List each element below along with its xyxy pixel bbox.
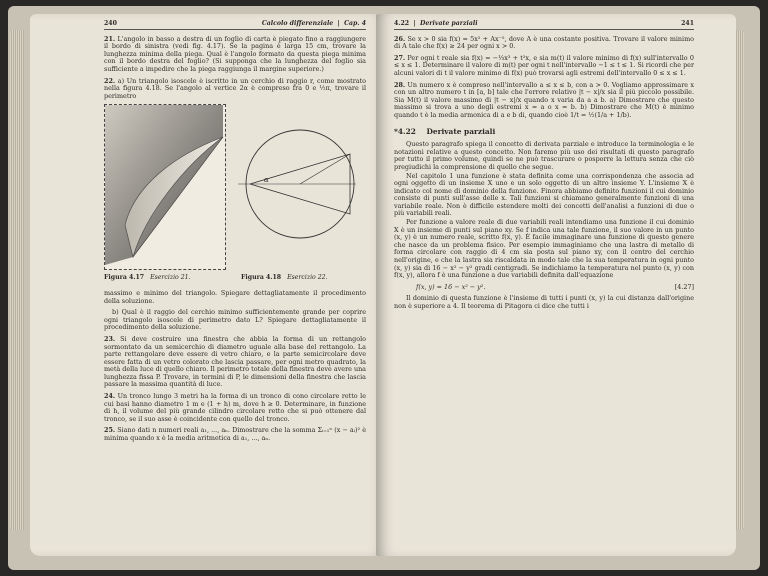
left-running-title: Calcolo differenziale bbox=[261, 20, 334, 27]
paragraph-1: Questo paragrafo spiega il concetto di derivata parziale e introduce la terminologia e le notazioni relative a questo concetto. Non faremo più uso dei risultati di questo paragrafo per tutto il primo volume, quindi se ne può trascurare o posporre la lettura senza che ciò pregiudichi la comprensione di quello che segue. bbox=[394, 140, 694, 171]
paragraph-2: Nel capitolo 1 una funzione è stata definita come una corrispondenza che associa ad ogni oggetto di un insieme X uno e un solo oggetto di un altro insieme Y. L'insieme X è indicato col nome di dominio della funzione. Finora abbiamo definito funzioni il cui dominio consiste di punti sull'asse delle x. Tali funzioni si chiamano generalmente funzioni di una variabile reale. Non è difficile estendere molti dei concetti dell'analisi a funzioni di due o più variabili reali. bbox=[394, 171, 694, 218]
left-page-number: 240 bbox=[104, 20, 117, 27]
paragraph-4: Il dominio di questa funzione è l'insieme di tutti i punti (x, y) la cui distanza dall'origine non è superiore a 4. Il teorema di Pitagora ci dice che tutti i bbox=[394, 294, 694, 310]
exercise-26: 26. Se x > 0 sia f(x) = 5x² + Ax⁻⁵, dove A è una costante positiva. Trovare il valore minimo di A tale che f(x) ≥ 24 per ogni x > 0. bbox=[394, 34, 694, 51]
page-edges-left bbox=[10, 30, 24, 530]
left-chapter: Cap. 4 bbox=[344, 20, 366, 27]
section-number: *4.22 bbox=[394, 126, 416, 136]
folded-page-drawing bbox=[105, 105, 225, 269]
exercise-22a-continued: massimo e minimo del triangolo. Spiegare dettagliatamente il procedimento della soluzione. bbox=[104, 288, 366, 305]
left-page bbox=[30, 14, 386, 556]
inscribed-triangle-drawing bbox=[238, 104, 358, 264]
exercise-22b: b) Qual è il raggio del cerchio minimo sufficientemente grande per coprire ogni triangolo isoscele di perimetro dato L? Spiegare dettagliatamente il procedimento della soluzione. bbox=[104, 308, 366, 332]
paragraph-3: Per funzione a valore reale di due variabili reali intendiamo una funzione il cui dominio X è un insieme di punti sul piano xy. Se f indica una tale funzione, il suo valore in un punto (x, y) è un numero reale, scritto f(x, y). È facile immaginare una funzione di questo genere che nasce da un problema fisico. Per esempio immaginiamo che una lastra di metallo di forma circolare con raggio di 4 cm sia posta sul piano xy, con il centro del cerchio nell'origine, e che la lastra sia riscaldata in modo tale che la sua temperatura in ogni punto (x, y) sia di 16 − x² − y² gradi centigradi. Se indichiamo la temperatura nel punto (x, y) con f(x, y), allora f è una funzione a due variabili definita dall'equazione bbox=[394, 218, 694, 280]
alpha-label: α bbox=[264, 176, 269, 185]
equation-text: f(x, y) = 16 − x² − y². bbox=[416, 282, 486, 291]
exercise-21: 21. L'angolo in basso a destra di un foglio di carta è piegato fino a raggiungere il bordo di sinistra (vedi fig. 4.17). Se la pagina è larga 15 cm, trovare la lunghezza minima della piega. Qual è l'angolo formato da questa piega minima con il bordo destra del foglio? (Si supponga che la lunghezza del foglio sia sufficiente a impedire che la piega raggiunga il margine superiore.) bbox=[104, 34, 366, 73]
exercise-28: 28. Un numero x è compreso nell'intervallo a ≤ x ≤ b, con a > 0. Vogliamo approssimare x con un altro numero t in [a, b] tale che l'errore relativo |t − x|/x sia il più piccolo possibile. Sia M(t) il valore massimo di |t − x|/x quando x varia da a a b. a) Dimostrare che questo massimo si trova a uno degli estremi x = a o x = b. b) Dimostrare che M(t) è minimo quando t è la media armonica di a e b di, quando cioè 1/t = ½(1/a + 1/b). bbox=[394, 80, 694, 119]
right-page-number: 241 bbox=[681, 20, 694, 27]
exercise-23: 23. Si deve costruire una finestra che abbia la forma di un rettangolo sormontato da un semicerchio di diametro uguale alla base del rettangolo. La parte rettangolare deve essere di vetro chiaro, e la parte semicircolare deve essere fatta di un vetro colorato che lascia passare, per ogni metro quadrato, la metà della luce di quello chiaro. Il perimetro totale della finestra deve avere una lunghezza fissa P. Trovare, in termini di P, le dimensioni della finestra che lascia passare la massima quantità di luce. bbox=[104, 334, 366, 389]
right-section-ref: 4.22 bbox=[394, 20, 410, 27]
exercise-25: 25. Siano dati n numeri reali a₁, ..., aₙ. Dimostrare che la somma Σᵢ₌₁ⁿ (x − aᵢ)² è minima quando x è la media aritmetica di a₁, ..., aₙ. bbox=[104, 426, 366, 443]
figure-4-17 bbox=[104, 104, 226, 270]
figures-row bbox=[104, 104, 366, 270]
right-running-head: 4.22 | Derivate parziali 241 bbox=[394, 20, 694, 30]
fig17-caption: Figura 4.17 Esercizio 21. bbox=[104, 274, 191, 282]
right-page-content bbox=[394, 20, 694, 312]
left-running-head: 240 Calcolo differenziale | Cap. 4 bbox=[104, 20, 366, 30]
exercise-27: 27. Per ogni t reale sia f(x) = −⅓x³ + t²x, e sia m(t) il valore minimo di f(x) sull'intervallo 0 ≤ x ≤ 1. Determinare il valore di m(t) per ogni t nell'intervallo −1 ≤ t ≤ 1. Si ricordi che per alcuni valori di t il valore minimo di f(x) può trovarsi agli estremi dell'intervallo 0 ≤ x ≤ 1. bbox=[394, 53, 694, 77]
figure-captions bbox=[104, 274, 366, 282]
right-running-title: Derivate parziali bbox=[419, 20, 478, 27]
exercise-24: 24. Un tronco lungo 3 metri ha la forma di un tronco di cono circolare retto le cui basi hanno diametro 1 m e (1 + h) m, dove h ≥ 0. Determinare, in funzione di h, il volume del più grande cilindro circolare retto che si può ottenere dal tronco, se il suo asse è coincidente con quello del tronco. bbox=[104, 392, 366, 423]
left-page-content bbox=[104, 20, 366, 447]
section-title: Derivate parziali bbox=[426, 126, 496, 136]
fig18-caption: Figura 4.18 Esercizio 22. bbox=[241, 274, 328, 282]
right-page bbox=[376, 14, 736, 556]
equation-4-27 bbox=[416, 284, 694, 292]
exercise-22a: 22. a) Un triangolo isoscele è iscritto in un cerchio di raggio r, come mostrato nella figura 4.18. Se l'angolo al vertice 2α è compreso fra 0 e ½π, trovare il perimetro bbox=[104, 76, 366, 100]
section-heading bbox=[394, 128, 694, 136]
figure-4-18 bbox=[238, 104, 358, 264]
equation-tag: [4.27] bbox=[674, 282, 694, 291]
